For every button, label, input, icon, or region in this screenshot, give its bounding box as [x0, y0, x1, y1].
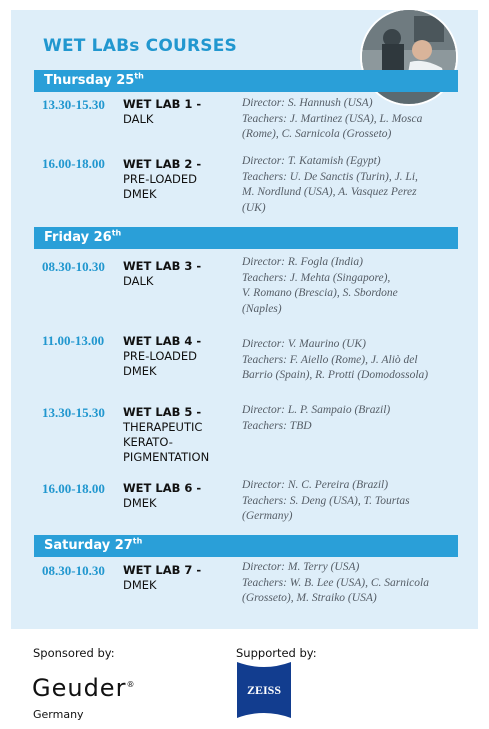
lab-time: 08.30-10.30: [42, 259, 105, 274]
supported-label: Supported by:: [236, 646, 317, 660]
lab-title: WET LAB 1 - DALK: [123, 97, 202, 126]
lab-time: 13.30-15.30: [42, 405, 105, 420]
lab-time: 16.00-18.00: [42, 156, 105, 171]
lab-title: WET LAB 4 - PRE-LOADED DMEK: [123, 334, 202, 378]
lab-title: WET LAB 5 - THERAPEUTIC KERATO- PIGMENTATION: [123, 405, 210, 464]
geuder-country: Germany: [33, 708, 84, 721]
lab-info: Director: L. P. Sampaio (Brazil) Teachers: TBD: [242, 404, 391, 432]
day-header-saturday: Saturday 27th: [34, 535, 458, 557]
svg-text:ZEISS: ZEISS: [246, 683, 282, 697]
lab-title: WET LAB 6 - DMEK: [123, 481, 202, 510]
lab-info: Director: T. Katamish (Egypt) Teachers: U. De Sanctis (Turin), J. Li, M. Nordlund (USA), A. Vasquez Perez (UK): [242, 155, 418, 214]
lab-info: Director: S. Hannush (USA) Teachers: J. Martinez (USA), L. Mosca (Rome), C. Sarnicola (Grosseto): [242, 97, 423, 140]
lab-time: 16.00-18.00: [42, 481, 105, 496]
lab-title: WET LAB 2 - PRE-LOADED DMEK: [123, 157, 202, 201]
day-header-thursday: Thursday 25th: [34, 70, 458, 92]
zeiss-logo: [237, 662, 291, 718]
sponsored-label: Sponsored by:: [33, 646, 115, 660]
page-title: WET LABs COURSES: [43, 36, 237, 56]
lab-info: Director: V. Maurino (UK) Teachers: F. Aiello (Rome), J. Aliò del Barrio (Spain), R. Protti (Domodossola): [242, 338, 429, 381]
lab-time: 13.30-15.30: [42, 97, 105, 112]
lab-time: 08.30-10.30: [42, 563, 105, 578]
lab-title: WET LAB 3 - DALK: [123, 259, 202, 288]
lab-time: 11.00-13.00: [42, 333, 105, 348]
lab-info: Director: M. Terry (USA) Teachers: W. B. Lee (USA), C. Sarnicola (Grosseto), M. Straiko (USA): [242, 561, 429, 604]
lab-title: WET LAB 7 - DMEK: [123, 563, 202, 592]
day-header-friday: Friday 26th: [34, 227, 458, 249]
lab-info: Director: N. C. Pereira (Brazil) Teachers: S. Deng (USA), T. Tourtas (Germany): [242, 479, 410, 522]
geuder-logo: Geuder®: [32, 674, 136, 702]
lab-info: Director: R. Fogla (India) Teachers: J. Mehta (Singapore), V. Romano (Brescia), S. Sbordone (Naples): [242, 256, 398, 315]
